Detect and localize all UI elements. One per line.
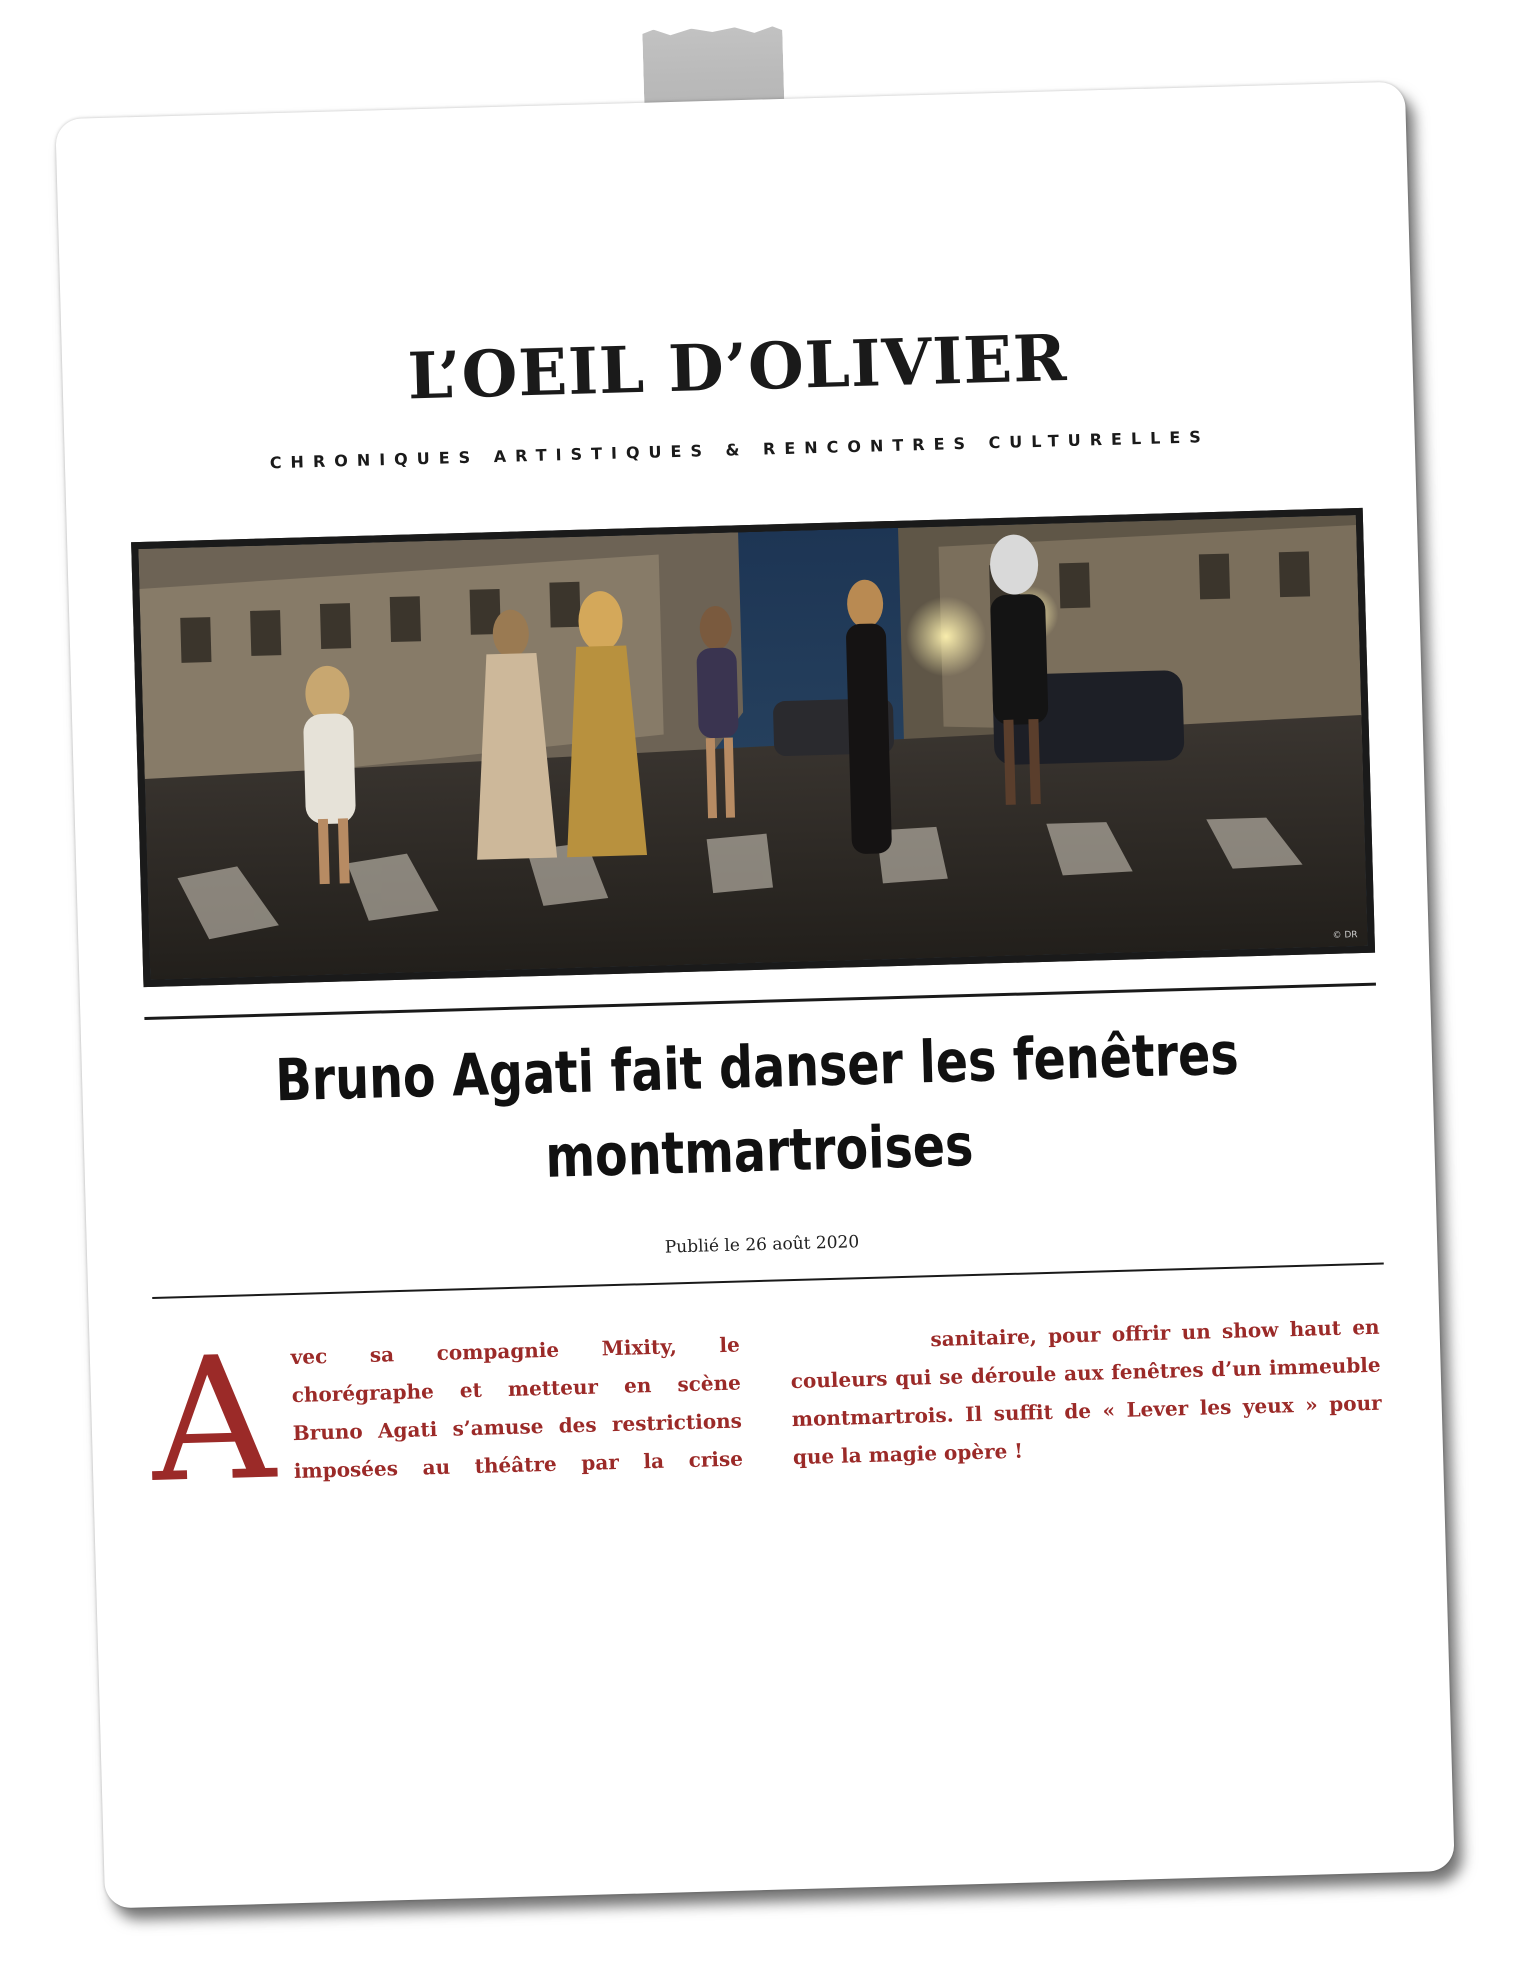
article-text: vec sa compagnie Mixity, le chorégraphe et metteur en scène Bruno Agati s’amuse des restrictions imposées au théâtre par la crise sanitaire, pour offrir un show haut en couleurs qui se déroule aux fenêtres d’un immeuble montmartrois. Il suffit de « Lever les yeux » pour que la magie opère ! bbox=[290, 1314, 1382, 1484]
masthead-title: L’OEIL D’OLIVIER bbox=[406, 321, 1069, 415]
drop-cap: A bbox=[148, 1319, 278, 1521]
masthead-tagline: CHRONIQUES ARTISTIQUES & RENCONTRES CULTURELLES bbox=[269, 427, 1211, 473]
article-body bbox=[148, 1308, 1383, 1521]
photo-credit: © DR bbox=[1332, 930, 1358, 941]
paper-sheet bbox=[55, 82, 1454, 1909]
article-headline: Bruno Agati fait danser les fenêtres montmartroises bbox=[274, 1019, 1240, 1191]
article-photo bbox=[131, 508, 1375, 987]
bottom-divider bbox=[152, 1263, 1384, 1299]
street-scene-image bbox=[138, 515, 1368, 980]
publish-date: Publié le 26 août 2020 bbox=[664, 1232, 860, 1258]
